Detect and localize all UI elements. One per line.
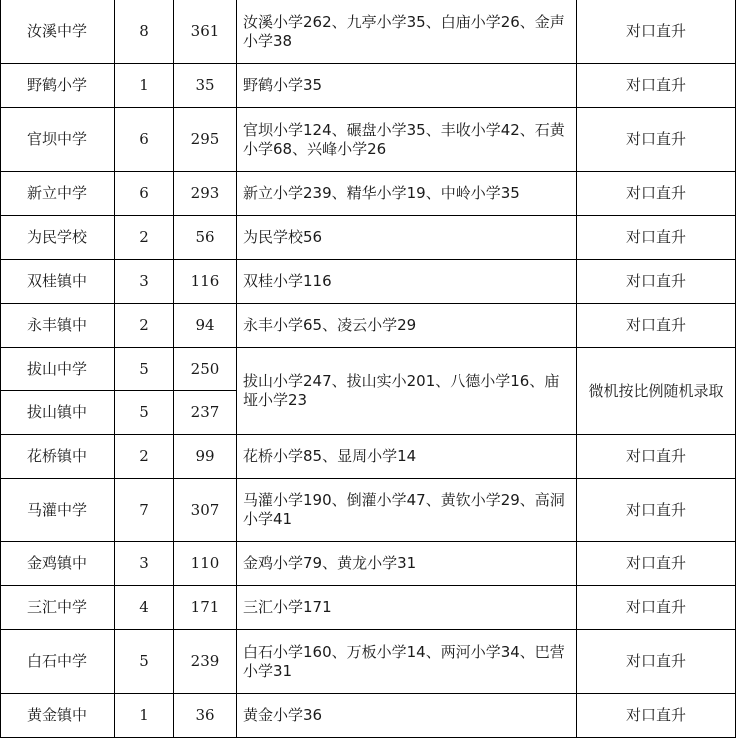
school-name: 马灌中学 bbox=[1, 479, 115, 542]
table-row bbox=[1, 260, 736, 304]
admission-mode: 对口直升 bbox=[577, 172, 736, 216]
class-count: 3 bbox=[115, 542, 174, 586]
school-name: 拔山中学 bbox=[1, 348, 115, 391]
admission-mode: 对口直升 bbox=[577, 586, 736, 630]
school-name: 永丰镇中 bbox=[1, 304, 115, 348]
table-row bbox=[1, 216, 736, 260]
admission-mode: 对口直升 bbox=[577, 108, 736, 172]
student-count: 94 bbox=[174, 304, 237, 348]
source-schools: 黄金小学36 bbox=[237, 694, 577, 738]
table-row bbox=[1, 479, 736, 542]
school-name: 白石中学 bbox=[1, 630, 115, 694]
table-row bbox=[1, 348, 736, 391]
student-count: 35 bbox=[174, 64, 237, 108]
class-count: 4 bbox=[115, 586, 174, 630]
school-name: 双桂镇中 bbox=[1, 260, 115, 304]
table-row bbox=[1, 64, 736, 108]
student-count: 110 bbox=[174, 542, 237, 586]
student-count: 307 bbox=[174, 479, 237, 542]
source-schools: 双桂小学116 bbox=[237, 260, 577, 304]
school-name: 野鹤小学 bbox=[1, 64, 115, 108]
school-name: 三汇中学 bbox=[1, 586, 115, 630]
class-count: 1 bbox=[115, 694, 174, 738]
admission-mode: 对口直升 bbox=[577, 304, 736, 348]
admission-mode: 对口直升 bbox=[577, 64, 736, 108]
class-count: 2 bbox=[115, 216, 174, 260]
table-row bbox=[1, 630, 736, 694]
table-row bbox=[1, 435, 736, 479]
admission-mode: 对口直升 bbox=[577, 0, 736, 64]
source-schools-merged: 拔山小学247、拔山实小201、八德小学16、庙垭小学23 bbox=[237, 348, 577, 435]
school-name: 花桥镇中 bbox=[1, 435, 115, 479]
admission-mode: 对口直升 bbox=[577, 694, 736, 738]
student-count: 237 bbox=[174, 391, 237, 435]
table-row bbox=[1, 172, 736, 216]
student-count: 99 bbox=[174, 435, 237, 479]
class-count: 5 bbox=[115, 348, 174, 391]
source-schools: 新立小学239、精华小学19、中岭小学35 bbox=[237, 172, 577, 216]
admission-mode-merged: 微机按比例随机录取 bbox=[577, 348, 736, 435]
source-schools: 金鸡小学79、黄龙小学31 bbox=[237, 542, 577, 586]
student-count: 239 bbox=[174, 630, 237, 694]
school-name: 黄金镇中 bbox=[1, 694, 115, 738]
table-row bbox=[1, 108, 736, 172]
source-schools: 马灌小学190、倒灌小学47、黄钦小学29、高洞小学41 bbox=[237, 479, 577, 542]
school-name: 拔山镇中 bbox=[1, 391, 115, 435]
admission-mode: 对口直升 bbox=[577, 479, 736, 542]
admission-mode: 对口直升 bbox=[577, 542, 736, 586]
student-count: 293 bbox=[174, 172, 237, 216]
class-count: 2 bbox=[115, 435, 174, 479]
source-schools: 为民学校56 bbox=[237, 216, 577, 260]
class-count: 8 bbox=[115, 0, 174, 64]
student-count: 171 bbox=[174, 586, 237, 630]
table-row bbox=[1, 586, 736, 630]
student-count: 250 bbox=[174, 348, 237, 391]
class-count: 5 bbox=[115, 391, 174, 435]
source-schools: 官坝小学124、碾盘小学35、丰收小学42、石黄小学68、兴峰小学26 bbox=[237, 108, 577, 172]
table-row bbox=[1, 0, 736, 64]
class-count: 3 bbox=[115, 260, 174, 304]
admission-mode: 对口直升 bbox=[577, 630, 736, 694]
source-schools: 汝溪小学262、九亭小学35、白庙小学26、金声小学38 bbox=[237, 0, 577, 64]
school-name: 汝溪中学 bbox=[1, 0, 115, 64]
class-count: 6 bbox=[115, 108, 174, 172]
class-count: 1 bbox=[115, 64, 174, 108]
source-schools: 野鹤小学35 bbox=[237, 64, 577, 108]
class-count: 6 bbox=[115, 172, 174, 216]
class-count: 2 bbox=[115, 304, 174, 348]
admission-mode: 对口直升 bbox=[577, 260, 736, 304]
source-schools: 白石小学160、万板小学14、两河小学34、巴营小学31 bbox=[237, 630, 577, 694]
source-schools: 永丰小学65、凌云小学29 bbox=[237, 304, 577, 348]
student-count: 36 bbox=[174, 694, 237, 738]
school-name: 为民学校 bbox=[1, 216, 115, 260]
source-schools: 花桥小学85、显周小学14 bbox=[237, 435, 577, 479]
student-count: 116 bbox=[174, 260, 237, 304]
class-count: 5 bbox=[115, 630, 174, 694]
student-count: 295 bbox=[174, 108, 237, 172]
table-row bbox=[1, 304, 736, 348]
school-name: 新立中学 bbox=[1, 172, 115, 216]
student-count: 361 bbox=[174, 0, 237, 64]
school-name: 金鸡镇中 bbox=[1, 542, 115, 586]
source-schools: 三汇小学171 bbox=[237, 586, 577, 630]
admission-mode: 对口直升 bbox=[577, 216, 736, 260]
school-name: 官坝中学 bbox=[1, 108, 115, 172]
student-count: 56 bbox=[174, 216, 237, 260]
table-row bbox=[1, 694, 736, 738]
class-count: 7 bbox=[115, 479, 174, 542]
admission-mode: 对口直升 bbox=[577, 435, 736, 479]
table-row bbox=[1, 542, 736, 586]
